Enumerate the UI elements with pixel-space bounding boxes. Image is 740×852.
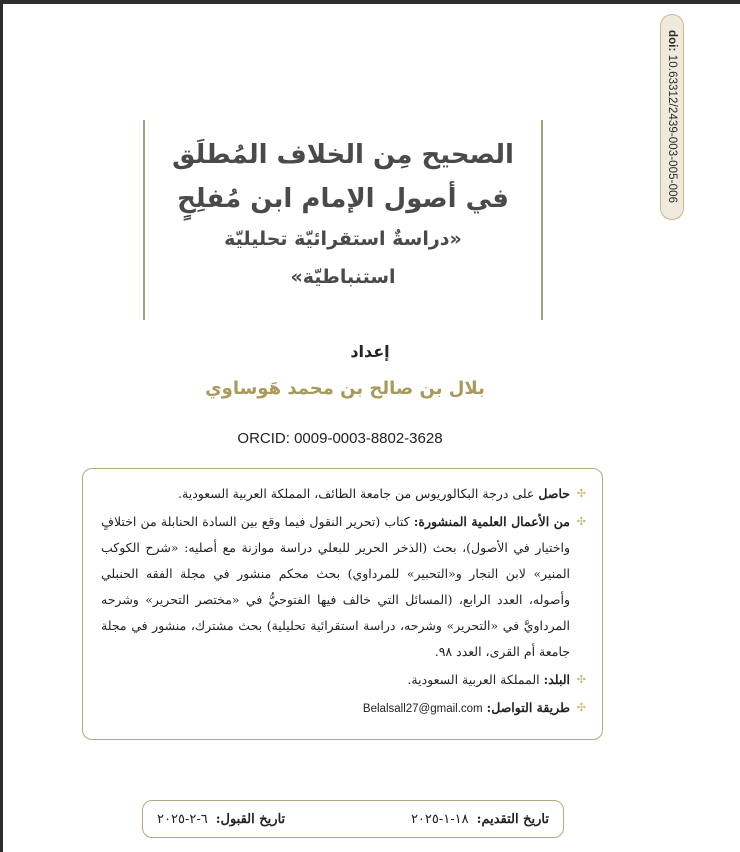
title-line-1: الصحيح مِن الخلاف المُطلَق <box>172 140 514 170</box>
author-bio-box <box>82 468 603 740</box>
acceptance-date-label: تاريخ القبول: <box>215 811 286 827</box>
bio-key: البلد: <box>543 672 570 687</box>
bio-key: من الأعمال العلمية المنشورة: <box>413 514 570 529</box>
bio-item-country <box>101 667 586 693</box>
submission-date <box>411 812 549 827</box>
bio-item-publications <box>101 509 586 665</box>
doi-prefix: doi: <box>666 30 678 52</box>
bio-item-degree <box>101 481 586 507</box>
bio-key: طريقة التواصل: <box>486 700 570 715</box>
bio-text: على درجة البكالوريوس من جامعة الطائف، المملكة العربية السعودية. <box>178 486 539 501</box>
window-left-edge <box>0 0 3 852</box>
dates-box <box>142 800 564 838</box>
bio-key: حاصل <box>538 486 570 501</box>
flower-bullet-icon: ✣ <box>576 701 586 714</box>
title-line-2: في أصول الإمام ابن مُفلِحٍ <box>177 184 509 214</box>
acceptance-date <box>157 812 285 827</box>
doi-badge <box>660 14 684 220</box>
submission-date-label: تاريخ التقديم: <box>476 811 549 827</box>
flower-bullet-icon: ✣ <box>576 673 586 686</box>
bio-text: المملكة العربية السعودية. <box>407 672 544 687</box>
doi-value: 10.63312/2439-003-005-006 <box>666 55 678 204</box>
acceptance-date-value: ٦-٢-٢٠٢٥ <box>157 811 208 827</box>
window-top-edge <box>0 0 740 4</box>
doi-text <box>666 30 678 203</box>
subtitle: «دراسةٌ استقرائيّة تحليليّة استنباطيّة» <box>224 228 462 288</box>
flower-bullet-icon: ✣ <box>576 487 586 500</box>
bio-text: كتاب (تحرير النقول فيما وقع بين السادة الحنابلة من اختلافٍ واختيار في الأصول)، بحث (الذخر الحرير للبعلي دراسة موازنة مع أصليه: «شرح الكوكب المنير» لابن النجار و«التحبير» للمرداوي) بحث محكم منشور في مجلة الفقه الحنبلي وأصوله، العدد الرابع، (المسائل التي خالف فيها الفتوحيُّ في «مختصر التحرير» وشرحه المرداويَّ في «التحرير» وشرحه، دراسة استقرائية تحليلية) بحث مشترك، منشور في مجلة جامعة أم القرى، العدد ٩٨. <box>101 514 570 659</box>
author-name: بلال بن صالح بن محمد هَوساوي <box>205 378 485 399</box>
bio-item-contact <box>101 695 586 722</box>
submission-date-value: ١٨-١-٢٠٢٥ <box>410 811 469 827</box>
prepared-by-label: إعداد <box>350 342 390 361</box>
email-link[interactable]: Belalsall27@gmail.com <box>362 703 483 715</box>
title-block <box>143 120 543 320</box>
flower-bullet-icon: ✣ <box>576 515 586 528</box>
orcid: ORCID: 0009-0003-8802-3628 <box>237 430 443 447</box>
